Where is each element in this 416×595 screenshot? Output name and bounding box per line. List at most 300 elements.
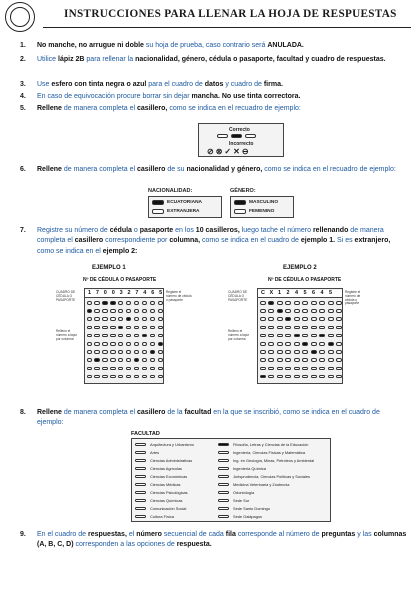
id-bubble <box>110 326 115 330</box>
item-text-run: su hoja de prueba, caso contrario será <box>143 42 268 49</box>
item-text-run: como se indica en el <box>37 247 103 255</box>
id-bubble <box>294 367 300 371</box>
id-bubble <box>277 350 283 354</box>
correct-label: Correcto <box>229 127 250 133</box>
faculty-label: Odontología <box>233 490 255 495</box>
faculty-bubble <box>218 475 229 479</box>
faculty-option <box>135 450 159 455</box>
item-number: 9. <box>20 531 26 538</box>
gender-female: FEMENINO <box>234 209 274 214</box>
id-bubble <box>134 358 139 362</box>
id-bubble <box>118 317 123 321</box>
example2-title: EJEMPLO 2 <box>283 265 317 271</box>
id-bubble <box>110 317 115 321</box>
id-bubble <box>118 326 123 330</box>
id-bubble <box>158 375 163 379</box>
id-bubble <box>268 326 274 330</box>
item-text <box>37 41 408 51</box>
id-bubble <box>285 309 291 313</box>
id-bubble <box>87 317 92 321</box>
id-digit: 6 <box>151 290 155 296</box>
id-bubble <box>87 334 92 338</box>
id-digit: 4 <box>143 290 147 296</box>
id-bubble <box>102 350 107 354</box>
id-bubble <box>260 301 266 305</box>
faculty-option <box>218 442 308 447</box>
item-text-run: facultad <box>184 409 212 416</box>
item-text-run: de la <box>165 409 185 416</box>
example2-right-label: Registre el número de cédula o pasaporte <box>345 290 361 306</box>
item-text-run: No manche, no arrugue ni doble <box>37 42 144 49</box>
item-text <box>37 55 408 65</box>
id-bubble <box>150 342 155 346</box>
item-text-run: fila <box>225 531 236 538</box>
faculty-option <box>218 466 266 471</box>
gender-title: GÉNERO: <box>230 188 256 194</box>
id-bubble <box>102 317 107 321</box>
faculty-option <box>135 498 182 503</box>
id-bubble <box>302 342 308 346</box>
id-bubble <box>134 317 139 321</box>
id-digit: C <box>261 290 265 296</box>
id-bubble <box>328 317 334 321</box>
faculty-option <box>218 490 254 495</box>
id-bubble <box>294 301 300 305</box>
faculty-bubble <box>218 499 229 503</box>
id-bubble <box>94 309 99 313</box>
id-bubble <box>285 375 291 379</box>
item-text <box>37 530 408 551</box>
id-bubble <box>158 309 163 313</box>
id-bubble <box>158 326 163 330</box>
id-bubble <box>311 301 317 305</box>
id-bubble <box>158 350 163 354</box>
id-bubble <box>87 342 92 346</box>
id-bubble <box>94 326 99 330</box>
faculty-label: Ciencias Psicológicas <box>150 490 188 495</box>
instruction-item-6 <box>20 165 408 175</box>
faculty-bubble <box>135 443 146 447</box>
id-bubble <box>260 342 266 346</box>
id-digit: 4 <box>320 290 324 296</box>
item-text-run: como se indica en el cuadro de <box>200 237 301 245</box>
item-text-run: como se indica en el recuadro de ejemplo: <box>167 105 301 112</box>
id-bubble <box>94 342 99 346</box>
instruction-item-1 <box>20 41 408 51</box>
id-bubble <box>126 350 131 354</box>
item-text <box>37 104 408 114</box>
id-bubble <box>285 317 291 321</box>
faculty-label: Cultura Física <box>150 514 174 519</box>
id-bubble <box>102 367 107 371</box>
id-bubble <box>302 317 308 321</box>
id-bubble <box>294 358 300 362</box>
item-text <box>37 80 408 90</box>
example1-left-label: CUADRO DE CÉDULA O PASAPORTE <box>56 290 76 302</box>
item-text-run: En caso de equivocación procure borrar sin dejar <box>37 93 192 100</box>
item-number: 5. <box>20 105 26 112</box>
id-bubble <box>102 358 107 362</box>
id-bubble <box>268 350 274 354</box>
id-bubble <box>142 350 147 354</box>
id-digit: 6 <box>312 290 316 296</box>
digit-row <box>85 290 163 298</box>
id-bubble <box>126 342 131 346</box>
id-bubble <box>268 334 274 338</box>
id-digit: X <box>269 290 274 296</box>
id-bubble <box>118 350 123 354</box>
id-bubble <box>319 301 325 305</box>
correct-row <box>217 134 256 138</box>
id-bubble <box>285 367 291 371</box>
item-text-run: pasaporte <box>139 227 174 234</box>
id-bubble <box>102 342 107 346</box>
id-digit: 0 <box>103 290 107 296</box>
id-bubble <box>118 375 123 379</box>
faculty-label: Sede Sur <box>233 498 250 503</box>
id-bubble <box>285 334 291 338</box>
id-bubble <box>260 317 266 321</box>
bubble-filled <box>231 134 242 138</box>
id-bubble <box>328 358 334 362</box>
id-bubble <box>268 367 274 371</box>
id-bubble <box>142 317 147 321</box>
faculty-label: Ciencias Agrícolas <box>150 466 183 471</box>
id-bubble <box>134 367 139 371</box>
id-bubble <box>118 367 123 371</box>
instruction-item-8 <box>20 408 408 429</box>
id-bubble <box>150 326 155 330</box>
id-bubble <box>268 375 274 379</box>
id-bubble <box>87 309 92 313</box>
faculty-bubble <box>218 443 229 447</box>
id-bubble <box>328 326 334 330</box>
faculty-bubble <box>135 459 146 463</box>
item-text-run: Rellene <box>37 409 62 416</box>
id-bubble <box>294 342 300 346</box>
item-text-run: o <box>131 227 140 234</box>
id-bubble <box>102 309 107 313</box>
faculty-option <box>135 482 181 487</box>
id-bubble <box>87 326 92 330</box>
item-text-run: para el cuadro de <box>146 81 205 88</box>
item-number: 8. <box>20 409 26 416</box>
id-bubble <box>158 358 163 362</box>
item-number: 1. <box>20 42 26 49</box>
id-bubble <box>87 350 92 354</box>
item-text-run: el <box>126 531 137 538</box>
id-digit: 7 <box>135 290 139 296</box>
id-bubble <box>126 309 131 313</box>
id-bubble <box>134 350 139 354</box>
faculty-bubble <box>218 459 229 463</box>
instruction-item-2 <box>20 55 408 65</box>
id-bubble <box>87 367 92 371</box>
id-bubble <box>311 309 317 313</box>
id-bubble <box>319 358 325 362</box>
id-digit: 0 <box>111 290 115 296</box>
faculty-option <box>135 466 182 471</box>
id-bubble <box>126 367 131 371</box>
faculty-bubble <box>135 507 146 511</box>
faculty-option <box>218 450 305 455</box>
faculty-bubble <box>218 507 229 511</box>
faculty-label: Ingeniería Química <box>233 466 266 471</box>
item-text-run: casillero, <box>137 105 168 112</box>
id-bubble <box>134 342 139 346</box>
id-bubble <box>319 317 325 321</box>
id-bubble <box>328 309 334 313</box>
item-text-run: número <box>136 531 162 538</box>
id-bubble <box>260 309 266 313</box>
item-text-run: corresponde al número de <box>235 531 322 538</box>
item-text-run: luego tache el número <box>239 227 313 234</box>
id-bubble <box>118 358 123 362</box>
id-bubble <box>328 342 334 346</box>
id-bubble <box>311 350 317 354</box>
faculty-label: Ciencias Médicas <box>150 482 181 487</box>
fill-example-box <box>198 123 284 157</box>
id-bubble <box>336 309 342 313</box>
id-bubble <box>277 342 283 346</box>
faculty-bubble <box>135 483 146 487</box>
item-text-run: En el cuadro de <box>37 531 88 538</box>
bubble-empty <box>217 134 228 138</box>
faculty-bubble <box>135 499 146 503</box>
id-bubble <box>285 358 291 362</box>
item-text-run: Utilice <box>37 56 59 63</box>
id-bubble <box>336 375 342 379</box>
id-bubble <box>126 375 131 379</box>
id-bubble <box>277 367 283 371</box>
id-bubble <box>268 358 274 362</box>
id-bubble <box>302 350 308 354</box>
id-bubble <box>134 301 139 305</box>
item-text-run: Rellene <box>37 105 62 112</box>
id-digit: 5 <box>303 290 307 296</box>
item-number: 7. <box>20 227 26 234</box>
id-bubble <box>110 334 115 338</box>
id-bubble <box>158 342 163 346</box>
id-bubble <box>302 358 308 362</box>
id-digit: 2 <box>286 290 290 296</box>
item-text-run: secuencial de cada <box>161 531 226 538</box>
item-text-run: datos <box>204 81 224 88</box>
incorrect-row: ⊘⊗✓✕⊖ <box>207 147 251 156</box>
faculty-label: Ciencias Administrativas <box>150 458 193 463</box>
id-bubble <box>94 367 99 371</box>
example1-bottom-label: Relleno el número a lápiz por columna <box>56 329 77 341</box>
id-bubble <box>311 317 317 321</box>
id-bubble <box>302 375 308 379</box>
example2-left-label: CUADRO DE CÉDULA O PASAPORTE <box>228 290 248 302</box>
example1-id-grid <box>84 288 164 384</box>
faculty-bubble <box>218 515 229 519</box>
faculty-option <box>218 498 249 503</box>
example2-bottom-label: Relleno el número a lápiz por columna <box>228 329 249 341</box>
instruction-item-5 <box>20 104 408 114</box>
id-bubble <box>311 342 317 346</box>
example1-grid-title: Nº DE CÉDULA O PASAPORTE <box>83 277 157 283</box>
id-bubble <box>336 342 342 346</box>
faculty-bubble <box>135 491 146 495</box>
id-bubble <box>302 334 308 338</box>
id-digit: 5 <box>159 290 163 296</box>
faculty-bubble <box>135 515 146 519</box>
id-bubble <box>126 301 131 305</box>
item-text-run: de manera completa el <box>37 227 384 245</box>
item-text-run: de manera completa el <box>61 105 138 112</box>
item-number: 2. <box>20 56 26 63</box>
id-bubble <box>134 375 139 379</box>
id-bubble <box>158 301 163 305</box>
faculty-option <box>135 514 174 519</box>
id-bubble <box>285 342 291 346</box>
item-text-run: de su <box>165 166 187 173</box>
id-bubble <box>158 334 163 338</box>
id-bubble <box>94 358 99 362</box>
id-bubble <box>319 342 325 346</box>
id-bubble <box>260 334 266 338</box>
id-digit: 7 <box>95 290 99 296</box>
id-bubble <box>328 375 334 379</box>
id-bubble <box>277 301 283 305</box>
id-bubble <box>311 367 317 371</box>
id-bubble <box>260 326 266 330</box>
id-bubble <box>87 358 92 362</box>
id-bubble <box>260 358 266 362</box>
id-bubble <box>118 334 123 338</box>
id-bubble <box>142 375 147 379</box>
item-text-run: ejemplo 2: <box>102 247 138 255</box>
id-bubble <box>302 301 308 305</box>
id-digit: 5 <box>329 290 333 296</box>
id-bubble <box>277 334 283 338</box>
item-text-run: esfero con tinta negra o azul <box>51 81 147 88</box>
id-bubble <box>336 334 342 338</box>
id-bubble <box>150 358 155 362</box>
id-bubble <box>87 301 92 305</box>
university-seal-icon <box>5 2 35 32</box>
faculty-option <box>218 482 289 487</box>
id-bubble <box>268 317 274 321</box>
item-number: 6. <box>20 166 26 173</box>
item-text-run: respuestas, <box>87 531 127 538</box>
faculty-bubble <box>218 467 229 471</box>
digit-row <box>258 290 342 298</box>
id-bubble <box>102 334 107 338</box>
id-bubble <box>336 301 342 305</box>
id-digit: 1 <box>88 290 92 296</box>
faculty-label: Ingeniería, Ciencias Físicas y Matemática <box>233 450 306 455</box>
id-bubble <box>158 367 163 371</box>
item-text-run: columnas (A, B, C, D) <box>37 531 407 549</box>
item-text-run: en la que se inscribió, como se indica en el cuadro de ejemplo: <box>37 409 380 427</box>
id-bubble <box>110 301 115 305</box>
item-text <box>37 408 408 429</box>
id-bubble <box>277 358 283 362</box>
id-bubble <box>268 301 274 305</box>
example1-title: EJEMPLO 1 <box>92 265 126 271</box>
id-bubble <box>134 326 139 330</box>
gender-box <box>230 196 294 218</box>
faculty-label: Comunicación Social <box>150 506 187 511</box>
item-text-run: lápiz 2B <box>58 56 85 63</box>
faculty-label: Ciencias Económicas <box>150 474 188 479</box>
faculty-label: Medicina Veterinaria y Zootecnia <box>233 482 290 487</box>
faculty-label: Artes <box>150 450 160 455</box>
id-bubble <box>142 358 147 362</box>
item-number: 4. <box>20 93 26 100</box>
faculty-bubble <box>218 451 229 455</box>
nationality-title: NACIONALIDAD: <box>148 188 193 194</box>
faculty-label: Ing. en Geología, Minas, Petróleos y Ambiental <box>233 458 315 463</box>
item-text-run: casillero <box>74 237 104 245</box>
id-bubble <box>328 350 334 354</box>
id-digit: 3 <box>119 290 123 296</box>
id-bubble <box>336 350 342 354</box>
id-bubble <box>277 317 283 321</box>
id-bubble <box>150 301 155 305</box>
id-bubble <box>260 367 266 371</box>
id-bubble <box>142 301 147 305</box>
id-bubble <box>277 309 283 313</box>
id-bubble <box>294 334 300 338</box>
item-text-run: casillero <box>137 409 166 416</box>
id-bubble <box>294 326 300 330</box>
incorrect-label: Incorrecto <box>229 141 254 147</box>
id-bubble <box>150 309 155 313</box>
faculty-option <box>218 506 270 511</box>
item-text-run: y las <box>355 531 374 538</box>
item-text-run: Registre su número de <box>37 227 110 234</box>
id-bubble <box>110 367 115 371</box>
id-bubble <box>118 309 123 313</box>
bubble-empty <box>245 134 256 138</box>
faculty-option <box>135 474 187 479</box>
id-bubble <box>110 350 115 354</box>
page-title: INSTRUCCIONES PARA LLENAR LA HOJA DE RESPUESTAS <box>64 8 397 20</box>
id-bubble <box>336 326 342 330</box>
item-text-run: como se indica en el recuadro de ejemplo: <box>262 166 396 173</box>
id-bubble <box>336 317 342 321</box>
id-bubble <box>94 350 99 354</box>
nationality-foreign: EXTRANJERA <box>152 209 200 214</box>
faculty-title: FACULTAD <box>131 431 160 437</box>
id-bubble <box>134 309 139 313</box>
item-text-run: de manera completa el <box>61 409 138 416</box>
faculty-label: Sede Santo Domingo <box>233 506 270 511</box>
nationality-box <box>148 196 222 218</box>
nationality-gender-example <box>148 188 310 220</box>
item-number: 3. <box>20 81 26 88</box>
item-text <box>37 226 408 257</box>
instruction-item-4 <box>20 92 408 102</box>
faculty-label: Sede Galápagos <box>233 514 262 519</box>
faculty-example-box <box>131 438 331 522</box>
id-digit: 4 <box>295 290 299 296</box>
id-bubble <box>311 358 317 362</box>
nationality-ecuadorian: ECUATORIANA <box>152 200 202 205</box>
id-bubble <box>294 350 300 354</box>
id-bubble <box>150 317 155 321</box>
id-bubble <box>102 301 107 305</box>
id-bubble <box>158 317 163 321</box>
instruction-item-9 <box>20 530 408 551</box>
id-bubble <box>110 342 115 346</box>
id-digit: 2 <box>127 290 131 296</box>
id-bubble <box>311 326 317 330</box>
